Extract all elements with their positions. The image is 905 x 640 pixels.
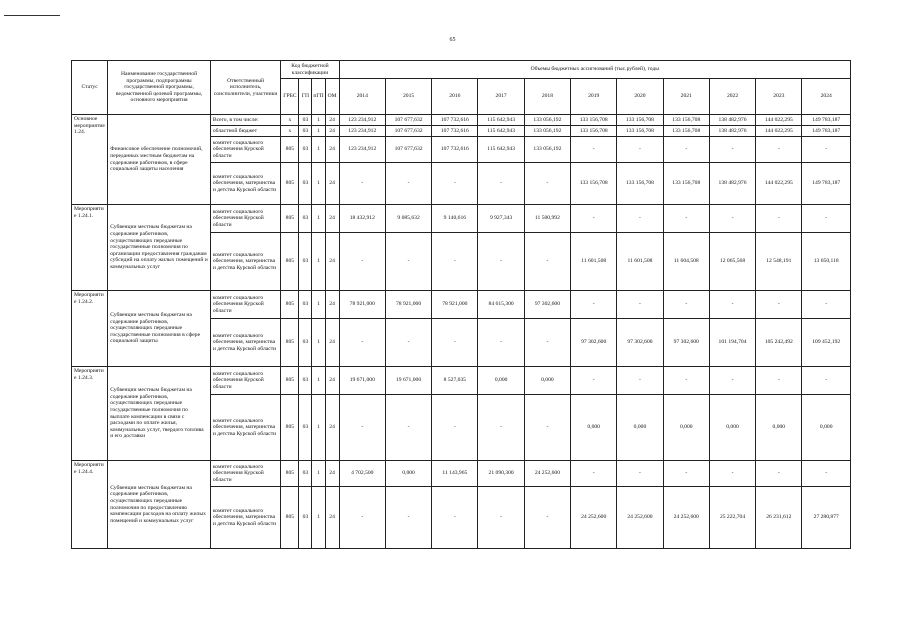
header-name: Наименование государственной программы, подпрограммы государственной программы, ведомственной целевой программы, основного мероприятия [108, 61, 211, 115]
row-executor: комитет социального обеспечения Курской области [210, 205, 280, 233]
row-value-2019: 24 252,600 [571, 487, 617, 549]
row-code-3: 1 [312, 205, 325, 233]
row-code-2: 03 [299, 319, 312, 367]
row-value-2017: - [478, 487, 524, 549]
header-year-2018: 2018 [524, 79, 570, 115]
row-value-2014: 78 921,000 [339, 291, 385, 319]
row-value-2014: - [339, 319, 385, 367]
row-value-2015: - [385, 319, 431, 367]
row-code-1: x [281, 115, 299, 126]
row-value-2016: 9 140,616 [432, 205, 478, 233]
header-year-2024: 2024 [802, 79, 851, 115]
row-executor: комитет социального обеспечения, материнства и детства Курской области [210, 163, 280, 205]
row-code-2: 03 [299, 137, 312, 163]
row-code-4: 24 [325, 233, 339, 291]
header-year-2016: 2016 [432, 79, 478, 115]
row-value-2021: 133 156,708 [663, 163, 709, 205]
row-value-2020: - [617, 367, 663, 395]
header-year-2014: 2014 [339, 79, 385, 115]
header-year-2021: 2021 [663, 79, 709, 115]
row-value-2023: 144 022,295 [756, 126, 802, 137]
row-code-4: 24 [325, 115, 339, 126]
table-row [72, 461, 851, 487]
row-value-2022: - [709, 137, 755, 163]
row-value-2023: 0,000 [756, 395, 802, 461]
row-value-2024: 149 783,187 [802, 115, 851, 126]
row-value-2022: 101 194,704 [709, 319, 755, 367]
row-status: Основное мероприятие 1.24. [72, 115, 108, 205]
row-value-2014: 123 234,912 [339, 126, 385, 137]
row-code-1: 805 [281, 461, 299, 487]
row-value-2023: 144 022,295 [756, 163, 802, 205]
row-name: Субвенции местным бюджетам на содержание работников, осуществляющих переданные государственные полномочия по организации предоставления гражданам субсидий на оплату жилых помещений и коммунальных услуг [108, 205, 211, 291]
header-year-2020: 2020 [617, 79, 663, 115]
row-value-2019: 133 156,708 [571, 163, 617, 205]
row-code-3: 1 [312, 367, 325, 395]
row-value-2024: 149 783,187 [802, 126, 851, 137]
row-value-2019: 133 156,708 [571, 115, 617, 126]
row-value-2016: 107 732,616 [432, 137, 478, 163]
row-value-2022: - [709, 461, 755, 487]
row-value-2019: 97 302,600 [571, 319, 617, 367]
row-value-2018: 133 056,192 [524, 115, 570, 126]
row-code-4: 24 [325, 395, 339, 461]
row-value-2016: - [432, 233, 478, 291]
row-code-1: 805 [281, 137, 299, 163]
row-value-2019: - [571, 461, 617, 487]
row-value-2018: 133 056,192 [524, 137, 570, 163]
row-value-2017: 115 642,943 [478, 126, 524, 137]
table-row [72, 205, 851, 233]
row-executor: комитет социального обеспечения, материнства и детства Курской области [210, 395, 280, 461]
header-year-2015: 2015 [385, 79, 431, 115]
page-number: 65 [449, 37, 456, 43]
row-code-3: 1 [312, 461, 325, 487]
row-value-2021: 133 156,708 [663, 115, 709, 126]
row-value-2014: 4 702,500 [339, 461, 385, 487]
table-row [72, 291, 851, 319]
row-code-4: 24 [325, 291, 339, 319]
row-code-2: 03 [299, 367, 312, 395]
row-value-2024: 0,000 [802, 395, 851, 461]
row-code-2: 03 [299, 205, 312, 233]
row-value-2015: 107 677,632 [385, 126, 431, 137]
header-code-4: ОМ [325, 79, 339, 115]
row-value-2017: - [478, 233, 524, 291]
row-code-2: 03 [299, 163, 312, 205]
row-value-2014: - [339, 487, 385, 549]
row-value-2023: - [756, 137, 802, 163]
row-executor: комитет социального обеспечения, материнства и детства Курской области [210, 319, 280, 367]
row-code-3: 1 [312, 163, 325, 205]
row-value-2014: - [339, 233, 385, 291]
row-value-2021: 0,000 [663, 395, 709, 461]
row-code-2: 03 [299, 126, 312, 137]
header-volume-group: Объемы бюджетных ассигнований (тыс.рублей), годы [339, 61, 850, 79]
row-value-2021: 24 252,600 [663, 487, 709, 549]
row-value-2016: 107 732,616 [432, 115, 478, 126]
row-value-2021: 133 156,708 [663, 126, 709, 137]
row-value-2022: 25 222,704 [709, 487, 755, 549]
row-value-2019: - [571, 367, 617, 395]
row-value-2024: - [802, 291, 851, 319]
row-value-2015: 9 085,632 [385, 205, 431, 233]
row-executor: комитет социального обеспечения Курской области [210, 367, 280, 395]
header-year-2023: 2023 [756, 79, 802, 115]
row-value-2018: 133 056,192 [524, 126, 570, 137]
row-value-2020: 133 156,708 [617, 126, 663, 137]
row-name: Субвенции местным бюджетам на содержание работников, осуществляющих переданные государственные полномочия по выплате компенсации в связи с расходами по оплате жилья, коммунальных услуг, твердого топлива и его доставки [108, 367, 211, 461]
row-code-1: 805 [281, 163, 299, 205]
row-code-3: 1 [312, 126, 325, 137]
row-value-2018: - [524, 319, 570, 367]
row-value-2024: 13 050,118 [802, 233, 851, 291]
row-value-2023: - [756, 291, 802, 319]
row-value-2022: 138 482,976 [709, 126, 755, 137]
row-value-2023: - [756, 205, 802, 233]
row-name: Субвенции местным бюджетам на содержание работников, осуществляющих переданные полномочия по предоставлению компенсации расходов на оплату жилых помещений и коммунальных услуг [108, 461, 211, 549]
row-value-2018: 11 500,992 [524, 205, 570, 233]
row-executor: Всего, в том числе: [210, 115, 280, 126]
row-value-2015: - [385, 395, 431, 461]
row-code-2: 03 [299, 461, 312, 487]
row-executor: комитет социального обеспечения, материнства и детства Курской области [210, 487, 280, 549]
row-value-2018: 97 302,600 [524, 291, 570, 319]
row-value-2023: - [756, 461, 802, 487]
row-code-4: 24 [325, 487, 339, 549]
row-code-1: 805 [281, 205, 299, 233]
row-value-2016: - [432, 319, 478, 367]
row-value-2024: 27 280,877 [802, 487, 851, 549]
row-value-2017: 9 927,343 [478, 205, 524, 233]
row-value-2018: - [524, 487, 570, 549]
budget-table [71, 60, 851, 549]
row-code-3: 1 [312, 291, 325, 319]
row-executor: комитет социального обеспечения, материнства и детства Курской области [210, 233, 280, 291]
row-executor: областной бюджет [210, 126, 280, 137]
row-value-2015: - [385, 233, 431, 291]
row-value-2020: 0,000 [617, 395, 663, 461]
row-code-4: 24 [325, 163, 339, 205]
row-value-2018: 0,000 [524, 367, 570, 395]
row-name: Субвенции местным бюджетам на содержание работников, осуществляющих переданные государственные полномочия в сфере социальной защиты [108, 291, 211, 367]
row-value-2014: 18 432,912 [339, 205, 385, 233]
row-value-2022: 138 482,976 [709, 163, 755, 205]
row-code-3: 1 [312, 115, 325, 126]
row-code-2: 03 [299, 395, 312, 461]
table-row [72, 367, 851, 395]
row-value-2019: 11 601,508 [571, 233, 617, 291]
row-value-2022: 12 065,568 [709, 233, 755, 291]
row-value-2020: 133 156,708 [617, 163, 663, 205]
row-code-2: 03 [299, 233, 312, 291]
header-year-2022: 2022 [709, 79, 755, 115]
top-rule [4, 15, 60, 16]
row-value-2024: 149 783,187 [802, 163, 851, 205]
row-value-2020: - [617, 461, 663, 487]
row-value-2023: 12 548,191 [756, 233, 802, 291]
header-code-1: ГРБС [281, 79, 299, 115]
row-value-2019: - [571, 291, 617, 319]
row-value-2014: - [339, 163, 385, 205]
row-value-2014: 19 671,000 [339, 367, 385, 395]
header-code-3: пГП [312, 79, 325, 115]
row-value-2022: - [709, 367, 755, 395]
row-value-2014: 123 234,912 [339, 137, 385, 163]
row-value-2024: - [802, 137, 851, 163]
row-value-2018: - [524, 395, 570, 461]
row-value-2016: - [432, 163, 478, 205]
row-value-2021: - [663, 291, 709, 319]
row-status: Мероприятие 1.24.1. [72, 205, 108, 291]
row-value-2020: - [617, 291, 663, 319]
row-value-2017: - [478, 395, 524, 461]
row-value-2024: - [802, 205, 851, 233]
row-value-2015: - [385, 163, 431, 205]
header-year-2019: 2019 [571, 79, 617, 115]
row-value-2020: 133 156,708 [617, 115, 663, 126]
row-code-3: 1 [312, 233, 325, 291]
row-status: Мероприятие 1.24.3. [72, 367, 108, 461]
row-executor: комитет социального обеспечения Курской области [210, 461, 280, 487]
row-executor: комитет социального обеспечения Курской области [210, 137, 280, 163]
header-code-group: Код бюджетной классификации [281, 61, 339, 79]
row-code-1: 805 [281, 233, 299, 291]
row-code-4: 24 [325, 367, 339, 395]
row-value-2020: - [617, 137, 663, 163]
row-value-2019: 0,000 [571, 395, 617, 461]
row-value-2019: - [571, 137, 617, 163]
row-value-2016: - [432, 487, 478, 549]
row-value-2021: - [663, 205, 709, 233]
row-executor: комитет социального обеспечения Курской области [210, 291, 280, 319]
row-value-2014: - [339, 395, 385, 461]
row-code-2: 03 [299, 115, 312, 126]
row-value-2018: - [524, 233, 570, 291]
row-value-2016: 8 527,035 [432, 367, 478, 395]
row-code-4: 24 [325, 319, 339, 367]
row-value-2016: 11 143,965 [432, 461, 478, 487]
row-value-2016: 107 732,616 [432, 126, 478, 137]
row-code-2: 03 [299, 291, 312, 319]
row-value-2021: 97 302,600 [663, 319, 709, 367]
row-value-2015: - [385, 487, 431, 549]
header-status: Статус [72, 61, 108, 115]
row-value-2022: 0,000 [709, 395, 755, 461]
row-value-2017: - [478, 319, 524, 367]
row-value-2017: 21 090,300 [478, 461, 524, 487]
row-value-2020: 97 302,600 [617, 319, 663, 367]
row-value-2023: 105 242,492 [756, 319, 802, 367]
row-value-2024: 109 452,192 [802, 319, 851, 367]
row-value-2023: 26 231,612 [756, 487, 802, 549]
row-code-1: 805 [281, 395, 299, 461]
row-status: Мероприятие 1.24.4. [72, 461, 108, 549]
row-value-2022: - [709, 205, 755, 233]
row-code-1: x [281, 126, 299, 137]
row-value-2016: 78 921,000 [432, 291, 478, 319]
row-value-2018: - [524, 163, 570, 205]
row-code-2: 03 [299, 487, 312, 549]
row-value-2017: 84 615,300 [478, 291, 524, 319]
row-value-2024: - [802, 461, 851, 487]
row-value-2024: - [802, 367, 851, 395]
row-code-1: 805 [281, 367, 299, 395]
row-value-2015: 0,000 [385, 461, 431, 487]
row-value-2020: 11 601,508 [617, 233, 663, 291]
header-year-2017: 2017 [478, 79, 524, 115]
row-value-2019: - [571, 205, 617, 233]
row-status: Мероприятие 1.24.2. [72, 291, 108, 367]
row-value-2014: 123 234,912 [339, 115, 385, 126]
header-code-2: ГП [299, 79, 312, 115]
row-value-2021: 11 604,508 [663, 233, 709, 291]
row-value-2018: 24 252,600 [524, 461, 570, 487]
row-code-4: 24 [325, 126, 339, 137]
row-value-2019: 133 156,708 [571, 126, 617, 137]
header-executor: Ответственный исполнитель, соисполнители, участники [210, 61, 280, 115]
row-value-2015: 78 921,000 [385, 291, 431, 319]
row-value-2017: 0,000 [478, 367, 524, 395]
row-value-2022: - [709, 291, 755, 319]
row-value-2015: 19 671,000 [385, 367, 431, 395]
row-value-2023: - [756, 367, 802, 395]
row-code-1: 805 [281, 487, 299, 549]
row-code-3: 1 [312, 319, 325, 367]
row-value-2017: - [478, 163, 524, 205]
row-value-2015: 107 677,632 [385, 137, 431, 163]
row-value-2020: 24 252,600 [617, 487, 663, 549]
row-code-4: 24 [325, 461, 339, 487]
row-code-3: 1 [312, 137, 325, 163]
row-value-2015: 107 677,632 [385, 115, 431, 126]
row-code-4: 24 [325, 205, 339, 233]
row-code-1: 805 [281, 291, 299, 319]
row-code-4: 24 [325, 137, 339, 163]
table-row [72, 115, 851, 126]
row-code-1: 805 [281, 319, 299, 367]
row-code-3: 1 [312, 487, 325, 549]
row-code-3: 1 [312, 395, 325, 461]
row-value-2021: - [663, 367, 709, 395]
row-value-2020: - [617, 205, 663, 233]
row-value-2023: 144 022,295 [756, 115, 802, 126]
row-value-2017: 115 642,943 [478, 137, 524, 163]
row-value-2021: - [663, 461, 709, 487]
row-name: Финансовое обеспечение полномочий, переданных местным бюджетам на содержание работников, в сфере социальной защиты населения [108, 115, 211, 205]
row-value-2016: - [432, 395, 478, 461]
row-value-2021: - [663, 137, 709, 163]
row-value-2022: 138 482,976 [709, 115, 755, 126]
row-value-2017: 115 642,943 [478, 115, 524, 126]
